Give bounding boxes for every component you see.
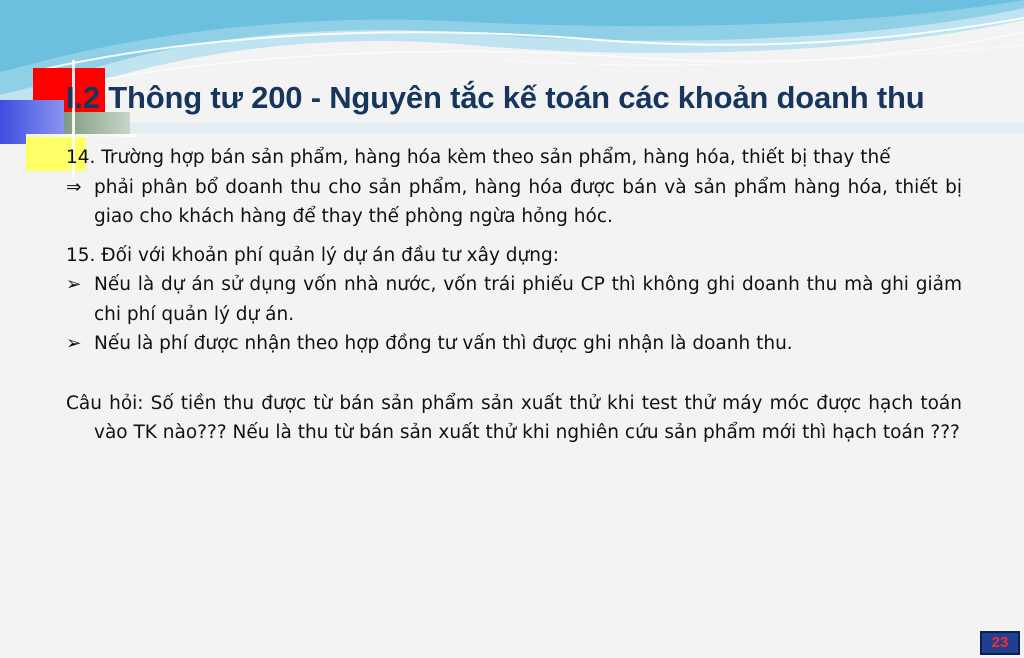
horizontal-line-decoration: [26, 134, 136, 137]
bullet-text: Nếu là dự án sử dụng vốn nhà nước, vốn trái phiếu CP thì không ghi doanh thu mà ghi giảm chi phí quản lý dự án.: [94, 274, 962, 325]
implies-arrow-icon: ⇒: [66, 176, 82, 198]
arrowhead-bullet-icon: ➢: [66, 333, 82, 354]
question-paragraph: Câu hỏi: Số tiền thu được từ bán sản phẩm sản xuất thử khi test thử máy móc được hạch toán vào TK nào??? Nếu là thu từ bán sản xuất thử khi nghiên cứu sản phẩm mới thì hạch toán ???: [66, 392, 962, 443]
bullet-item: [66, 329, 962, 359]
page-number-badge: 23: [980, 631, 1020, 655]
arrowhead-bullet-icon: ➢: [66, 274, 82, 295]
slide-content: [66, 143, 962, 448]
bullet-text: Nếu là phí được nhận theo hợp đồng tư vấn thì được ghi nhận là doanh thu.: [94, 333, 793, 354]
section-14-implication: [66, 173, 962, 232]
bullet-item: [66, 270, 962, 329]
section-14-implication-text: phải phân bổ doanh thu cho sản phẩm, hàng hóa được bán và sản phẩm hàng hóa, thiết bị giao cho khách hàng để thay thế phòng ngừa hỏng hóc.: [94, 176, 962, 227]
section-14-heading: 14. Trường hợp bán sản phẩm, hàng hóa kèm theo sản phẩm, hàng hóa, thiết bị thay thế: [66, 147, 891, 168]
header-wave-decoration: [0, 0, 1024, 140]
slide-title: I.2 Thông tư 200 - Nguyên tắc kế toán các khoản doanh thu: [66, 80, 925, 115]
section-15-heading: 15. Đối với khoản phí quản lý dự án đầu tư xây dựng:: [66, 244, 559, 266]
